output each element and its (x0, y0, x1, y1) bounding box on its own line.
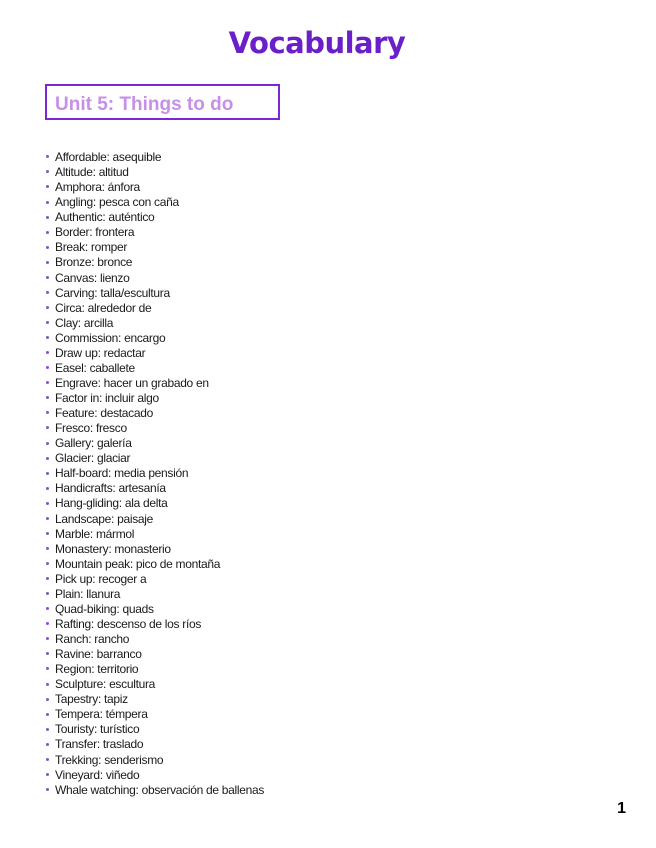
list-item (46, 662, 264, 677)
bullet-icon (46, 216, 49, 219)
bullet-icon (46, 728, 49, 731)
vocab-entry: Ranch: rancho (55, 632, 130, 646)
vocab-entry: Ravine: barranco (55, 647, 142, 662)
bullet-icon (46, 713, 49, 716)
list-item (46, 557, 264, 572)
bullet-icon (46, 351, 49, 354)
bullet-icon (46, 517, 49, 520)
list-item (46, 210, 264, 225)
bullet-icon (46, 261, 49, 264)
list-item (46, 436, 264, 451)
vocab-entry: Landscape: paisaje (55, 511, 154, 526)
vocab-entry: Angling: pesca con caña (55, 195, 179, 210)
vocab-entry: Feature: destacado (55, 406, 154, 421)
list-item (46, 451, 264, 466)
bullet-icon (46, 381, 49, 384)
bullet-icon (46, 683, 49, 686)
bullet-icon (46, 472, 49, 475)
bullet-icon (46, 788, 49, 791)
vocab-entry: Carving: talla/escultura (55, 285, 170, 300)
list-item (46, 481, 264, 496)
list-item (46, 692, 264, 707)
list-item (46, 240, 264, 255)
vocab-entry: Region: territorio (55, 662, 139, 677)
bullet-icon (46, 652, 49, 655)
vocab-entry: Break: romper (55, 240, 128, 255)
list-item (46, 376, 264, 391)
bullet-icon (46, 185, 49, 188)
vocab-entry: Affordable: asequible (55, 150, 162, 164)
bullet-icon (46, 306, 49, 309)
vocab-entry: Whale watching: observación de ballenas (55, 782, 265, 797)
list-item (46, 346, 264, 361)
vocab-entry: Altitude: altitud (55, 165, 129, 180)
list-item (46, 542, 264, 557)
vocabulary-list (46, 150, 264, 798)
bullet-icon (46, 291, 49, 294)
vocab-entry: Easel: caballete (55, 360, 135, 375)
bullet-icon (46, 231, 49, 234)
vocab-entry: Commission: encargo (55, 330, 166, 345)
vocab-entry: Fresco: fresco (55, 421, 127, 436)
vocab-entry: Rafting: descenso de los ríos (55, 616, 202, 631)
bullet-icon (46, 366, 49, 369)
list-item (46, 301, 264, 316)
list-item (46, 271, 264, 286)
vocab-entry: Hang-gliding: ala delta (55, 496, 168, 511)
vocab-entry: Plain: llanura (55, 586, 121, 601)
list-item (46, 572, 264, 587)
vocab-entry: Clay: arcilla (55, 315, 114, 330)
list-item (46, 361, 264, 376)
bullet-icon (46, 547, 49, 550)
bullet-icon (46, 396, 49, 399)
bullet-icon (46, 532, 49, 535)
bullet-icon (46, 336, 49, 339)
list-item (46, 316, 264, 331)
vocab-entry: Vineyard: viñedo (55, 767, 140, 782)
vocab-entry: Marble: mármol (55, 526, 135, 541)
list-item (46, 391, 264, 406)
vocab-entry: Pick up: recoger a (55, 571, 147, 586)
list-item (46, 647, 264, 662)
vocab-entry: Factor in: incluir algo (55, 391, 159, 405)
list-item (46, 677, 264, 692)
vocab-entry: Tapestry: tapiz (55, 692, 128, 707)
list-item (46, 512, 264, 527)
list-item (46, 783, 264, 798)
list-item (46, 722, 264, 737)
list-item (46, 466, 264, 481)
list-item (46, 753, 264, 768)
bullet-icon (46, 773, 49, 776)
list-item (46, 180, 264, 195)
list-item (46, 496, 264, 511)
bullet-icon (46, 622, 49, 625)
list-item (46, 421, 264, 436)
list-item (46, 331, 264, 346)
vocab-entry: Authentic: auténtico (55, 210, 155, 225)
bullet-icon (46, 321, 49, 324)
list-item (46, 632, 264, 647)
bullet-icon (46, 201, 49, 204)
list-item (46, 737, 264, 752)
list-item (46, 768, 264, 783)
page-title: Vocabulary (228, 26, 406, 60)
list-item (46, 165, 264, 180)
vocab-entry: Draw up: redactar (55, 345, 146, 360)
vocab-entry: Border: frontera (55, 225, 135, 240)
bullet-icon (46, 502, 49, 505)
bullet-icon (46, 562, 49, 565)
bullet-icon (46, 170, 49, 173)
vocab-entry: Transfer: traslado (55, 737, 144, 752)
bullet-icon (46, 698, 49, 701)
bullet-icon (46, 607, 49, 610)
bullet-icon (46, 758, 49, 761)
vocab-entry: Tempera: témpera (55, 707, 148, 722)
vocab-entry: Circa: alrededor de (55, 300, 152, 315)
list-item (46, 255, 264, 270)
vocab-entry: Glacier: glaciar (55, 451, 131, 466)
page-number: 1 (617, 800, 626, 817)
vocab-entry: Gallery: galería (55, 436, 132, 451)
vocab-entry: Canvas: lienzo (55, 270, 130, 285)
bullet-icon (46, 577, 49, 580)
list-item (46, 286, 264, 301)
vocab-entry: Mountain peak: pico de montaña (55, 556, 221, 571)
bullet-icon (46, 426, 49, 429)
list-item (46, 587, 264, 602)
vocab-entry: Half-board: media pensión (55, 466, 189, 481)
bullet-icon (46, 743, 49, 746)
vocab-entry: Handicrafts: artesanía (55, 481, 166, 496)
bullet-icon (46, 457, 49, 460)
vocab-entry: Trekking: senderismo (55, 752, 164, 767)
list-item (46, 195, 264, 210)
bullet-icon (46, 442, 49, 445)
vocab-entry: Amphora: ánfora (55, 180, 140, 195)
bullet-icon (46, 246, 49, 249)
list-item (46, 406, 264, 421)
vocab-entry: Touristy: turístico (55, 722, 140, 737)
list-item (46, 150, 264, 165)
bullet-icon (46, 155, 49, 158)
vocab-entry: Sculpture: escultura (55, 677, 156, 692)
unit-title-box (45, 84, 280, 120)
bullet-icon (46, 592, 49, 595)
vocab-entry: Quad-biking: quads (55, 601, 154, 616)
list-item (46, 602, 264, 617)
unit-title: Unit 5: Things to do (55, 94, 234, 115)
vocab-entry: Bronze: bronce (55, 255, 133, 270)
vocab-entry: Monastery: monasterio (55, 541, 171, 556)
bullet-icon (46, 667, 49, 670)
list-item (46, 225, 264, 240)
bullet-icon (46, 411, 49, 414)
bullet-icon (46, 637, 49, 640)
bullet-icon (46, 487, 49, 490)
list-item (46, 707, 264, 722)
list-item (46, 527, 264, 542)
bullet-icon (46, 276, 49, 279)
list-item (46, 617, 264, 632)
vocab-entry: Engrave: hacer un grabado en (55, 375, 209, 390)
